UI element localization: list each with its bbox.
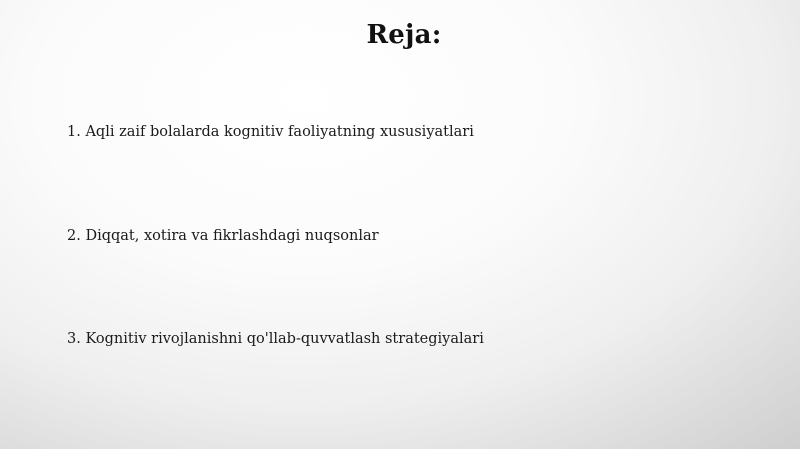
slide-title: Reja: — [366, 20, 442, 50]
plan-item-1: 1. Aqli zaif bolalarda kognitiv faoliyatning xususiyatlari — [67, 124, 474, 140]
plan-item-3: 3. Kognitiv rivojlanishni qo'llab-quvvatlash strategiyalari — [67, 331, 484, 347]
plan-item-2: 2. Diqqat, xotira va fikrlashdagi nuqsonlar — [67, 228, 379, 244]
